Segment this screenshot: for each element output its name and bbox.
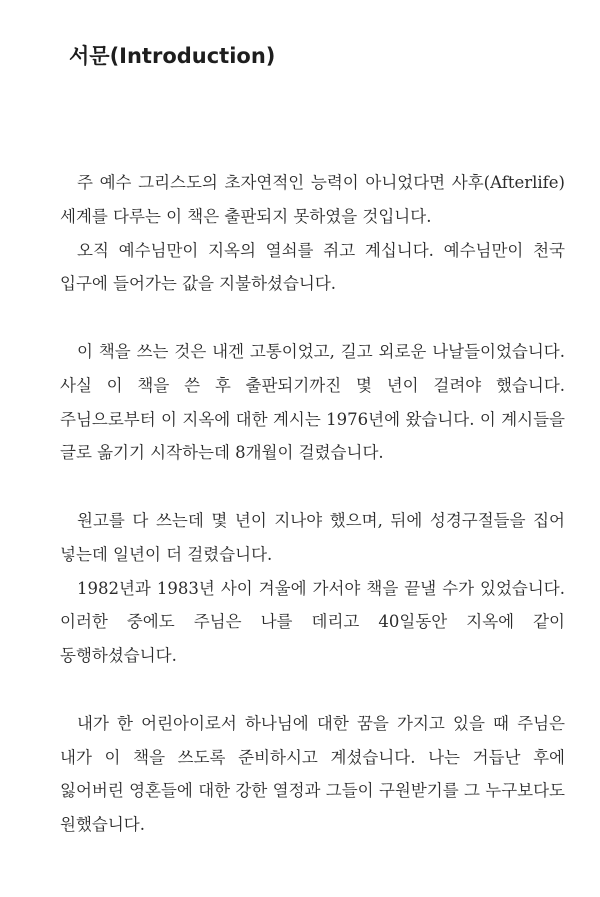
page-title: 서문(Introduction) [69, 44, 276, 68]
paragraph: 원고를 다 쓰는데 몇 년이 지나야 했으며, 뒤에 성경구절들을 집어 넣는데 일년이 더 걸렸습니다. [60, 510, 565, 564]
paragraph: 이 책을 쓰는 것은 내겐 고통이었고, 길고 외로운 나날들이었습니다. 사실 이 책을 쓴 후 출판되기까진 몇 년이 걸려야 했습니다. 주님으로부터 이 지옥에 대한 계시는 1976년에 왔습니다. 이 계시들을 글로 옮기기 시작하는데 8개월이 걸렸습니다. [60, 341, 565, 463]
paragraph: 오직 예수님만이 지옥의 열쇠를 쥐고 계십니다. 예수님만이 천국 입구에 들어가는 값을 지불하셨습니다. [60, 240, 565, 294]
paragraph: 내가 한 어린아이로서 하나님에 대한 꿈을 가지고 있을 때 주님은 내가 이 책을 쓰도록 준비하시고 계셨습니다. 나는 거듭난 후에 잃어버린 영혼들에 대한 강한 열정과 그들이 구원받기를 그 누구보다도 원했습니다. [60, 713, 565, 835]
body-text [60, 166, 565, 842]
paragraph: 1982년과 1983년 사이 겨울에 가서야 책을 끝낼 수가 있었습니다. 이러한 중에도 주님은 나를 데리고 40일동안 지옥에 같이 동행하셨습니다. [60, 578, 565, 666]
paragraph: 주 예수 그리스도의 초자연적인 능력이 아니었다면 사후(Afterlife) 세계를 다루는 이 책은 출판되지 못하였을 것입니다. [60, 173, 565, 226]
